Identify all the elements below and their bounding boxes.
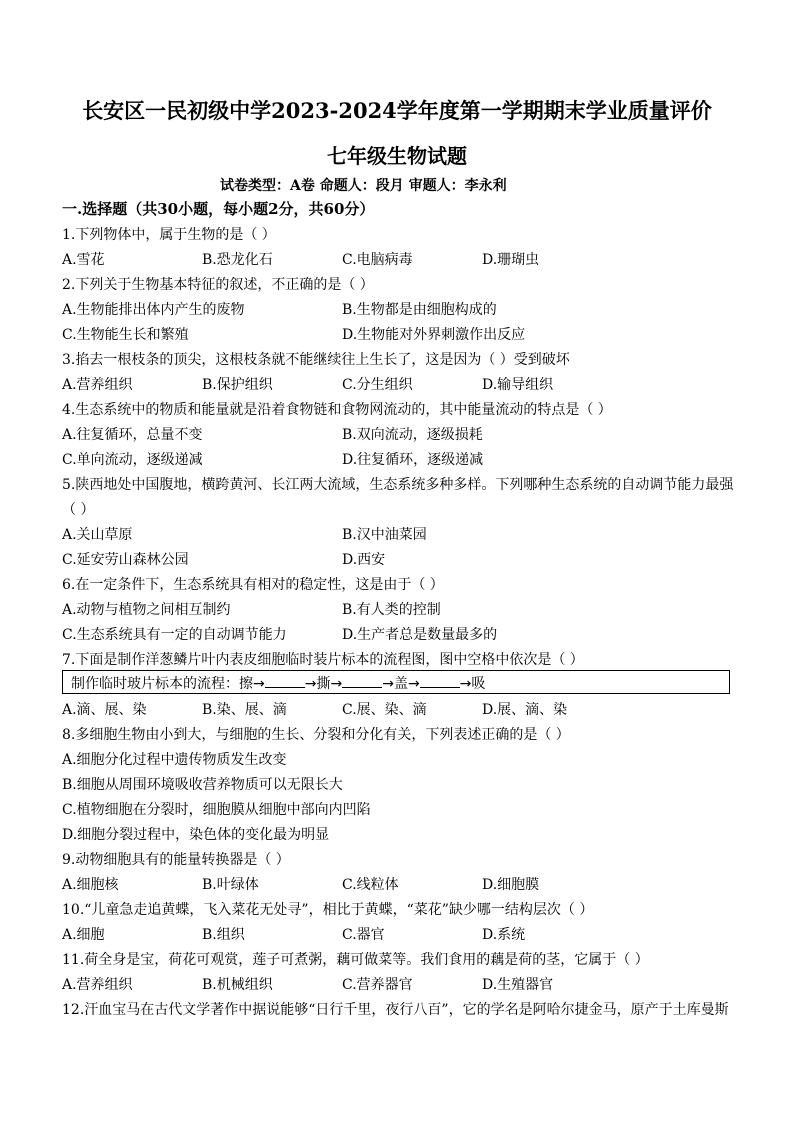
option: B.细胞从周围环境吸收营养物质可以无限长大 [62,777,343,793]
option: A.雪花 [62,252,105,268]
option: A.生物能排出体内产生的废物 [62,302,245,318]
option: C.生物能生长和繁殖 [62,327,189,343]
option: C.展、染、滴 [342,702,427,718]
arrow-icon: → [304,676,317,692]
option: A.细胞分化过程中遗传物质发生改变 [62,752,287,768]
flow-step: 吸 [471,676,486,692]
option: D.生殖器官 [482,977,554,993]
option: C.生态系统具有一定的自动调节能力 [62,627,287,643]
option: D.珊瑚虫 [482,252,540,268]
option: D.输导组织 [482,377,554,393]
question-stem: 3.掐去一根枝条的顶尖，这根枝条就不能继续往上生长了，这是因为（ ）受到破坏 [62,352,570,368]
question-stem-cont: （ ） [62,502,95,518]
option: C.植物细胞在分裂时，细胞膜从细胞中部向内凹陷 [62,802,371,818]
option: C.延安劳山森林公园 [62,552,189,568]
option: D.系统 [482,927,526,943]
blank [265,675,305,688]
option: C.线粒体 [342,877,399,893]
question-stem: 9.动物细胞具有的能量转换器是（ ） [62,852,290,868]
arrow-icon: → [459,676,472,692]
blank [420,675,460,688]
option: A.细胞 [62,927,105,943]
flow-prefix: 制作临时玻片标本的流程：擦 [71,676,253,692]
flow-step: 盖 [393,676,408,692]
option: C.器官 [342,927,385,943]
option: B.生物都是由细胞构成的 [342,302,497,318]
option: D.往复循环，逐级递减 [342,452,484,468]
option: D.生物能对外界刺激作出反应 [342,327,526,343]
exam-meta: 试卷类型：A卷 命题人：段月 审题人：李永利 [220,178,507,194]
option: D.西安 [342,552,386,568]
option: B.双向流动，逐级损耗 [342,427,483,443]
arrow-icon: → [253,676,265,692]
question-stem: 4.生态系统中的物质和能量就是沿着食物链和食物网流动的，其中能量流动的特点是（ ） [62,402,612,418]
option: B.汉中油菜园 [342,527,427,543]
option: D.细胞膜 [482,877,540,893]
option: D.细胞分裂过程中，染色体的变化最为明显 [62,827,330,843]
option: A.滴、展、染 [62,702,147,718]
option: A.关山草原 [62,527,133,543]
option: B.机械组织 [202,977,273,993]
option: C.营养器官 [342,977,413,993]
option: B.保护组织 [202,377,273,393]
option: A.营养组织 [62,977,133,993]
section-heading: 一.选择题（共30小题，每小题2分，共60分） [62,200,375,218]
option: C.单向流动，逐级递减 [62,452,203,468]
arrow-icon: → [382,676,394,692]
question-stem: 11.荷全身是宝，荷花可观赏，莲子可煮粥，藕可做菜等。我们食用的藕是荷的茎，它属于（ ） [62,952,649,968]
exam-subtitle: 七年级生物试题 [327,144,467,168]
question-stem: 6.在一定条件下，生态系统具有相对的稳定性，这是由于（ ） [62,577,444,593]
question-stem: 2.下列关于生物基本特征的叙述，不正确的是（ ） [62,277,374,293]
option: B.恐龙化石 [202,252,273,268]
option: A.营养组织 [62,377,133,393]
flow-diagram-box [62,670,730,694]
blank [342,675,382,688]
option: A.往复循环，总量不变 [62,427,203,443]
option: A.细胞核 [62,877,119,893]
question-stem: 12.汗血宝马在古代文学著作中据说能够“日行千里，夜行八百”，它的学名是阿哈尔捷金马，原产于土库曼斯 [62,1002,729,1018]
option: B.有人类的控制 [342,602,441,618]
option: B.组织 [202,927,245,943]
question-stem: 7.下面是制作洋葱鳞片叶内表皮细胞临时装片标本的流程图，图中空格中依次是（ ） [62,652,584,668]
option: A.动物与植物之间相互制约 [62,602,231,618]
option: C.电脑病毒 [342,252,413,268]
exam-title: 长安区一民初级中学2023-2024学年度第一学期期末学业质量评价 [82,98,712,123]
question-stem: 8.多细胞生物由小到大，与细胞的生长、分裂和分化有关，下列表述正确的是（ ） [62,727,570,743]
option: B.染、展、滴 [202,702,287,718]
question-stem: 5.陕西地处中国腹地，横跨黄河、长江两大流域，生态系统多种多样。下列哪种生态系统的自动调节能力最强 [62,477,734,493]
arrow-icon: → [330,676,343,692]
arrow-icon: → [407,676,420,692]
option: D.生产者总是数量最多的 [342,627,498,643]
option: C.分生组织 [342,377,413,393]
option: D.展、滴、染 [482,702,568,718]
option: B.叶绿体 [202,877,259,893]
question-stem: 1.下列物体中，属于生物的是（ ） [62,227,276,243]
question-stem: 10.“儿童急走追黄蝶，飞入菜花无处寻”，相比于黄蝶，“菜花”缺少哪一结构层次（ ） [62,902,594,918]
flow-step: 撕 [316,676,331,692]
